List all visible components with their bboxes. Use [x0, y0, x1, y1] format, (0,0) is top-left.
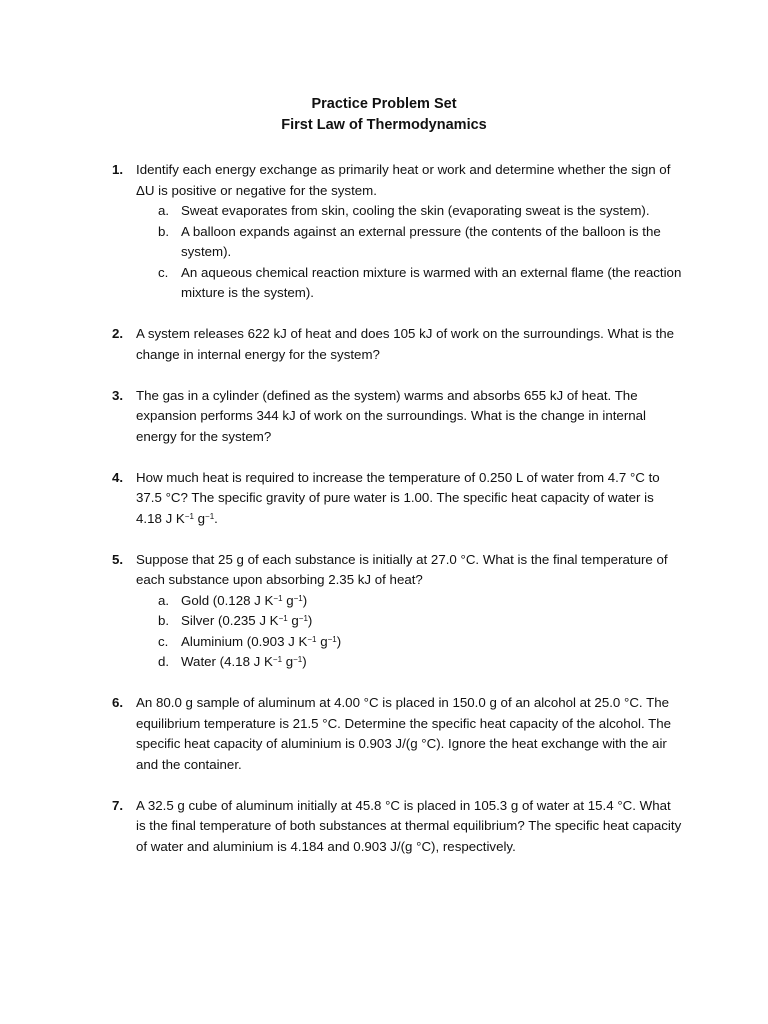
unit-text: g [316, 633, 328, 649]
subitem-d [136, 652, 682, 673]
problem-7 [112, 796, 682, 858]
subitem-letter: c. [158, 633, 169, 649]
unit-exponent: −1 [327, 634, 337, 644]
problem-number: 2. [112, 326, 124, 341]
subitem-letter: b. [158, 223, 170, 239]
problem-text: A system releases 622 kJ of heat and does 105 kJ of work on the surroundings. What is the change in internal energy for the system? [136, 326, 675, 362]
subitem-text [181, 634, 341, 649]
unit-exponent: −1 [273, 593, 283, 603]
problem-4 [112, 468, 682, 530]
problem-number: 1. [112, 162, 124, 177]
problem-text: A 32.5 g cube of aluminum initially at 45.8 °C is placed in 105.3 g of water at 15.4 °C. What is the final temperature of both substances at thermal equilibrium? The specific heat capacity of water and aluminium is 4.184 and 0.903 J/(g °C), respectively. [136, 797, 682, 854]
problem-3 [112, 386, 682, 448]
subitem-letter: a. [158, 592, 170, 608]
subitem-letter: b. [158, 613, 170, 628]
unit-exponent: −1 [307, 634, 317, 644]
subitem-text: An aqueous chemical reaction mixture is warmed with an external flame (the reaction mixture is the system). [181, 264, 682, 300]
unit-exponent: −1 [278, 614, 288, 623]
subitem-text-main: Gold (0.128 J K [181, 592, 274, 608]
unit-text: g [282, 654, 294, 669]
unit-exponent: −1 [298, 614, 308, 623]
subitem-text: Sweat evaporates from skin, cooling the skin (evaporating sweat is the system). [181, 203, 650, 218]
document-subtitle: First Law of Thermodynamics [281, 117, 487, 133]
problem-number: 7. [112, 797, 124, 813]
subitem-list [136, 591, 682, 673]
subitem-a [136, 591, 682, 612]
subitem-text: A balloon expands against an external pressure (the contents of the balloon is the system). [181, 223, 661, 259]
problem-number: 3. [112, 387, 124, 403]
problem-5 [112, 550, 682, 673]
unit-text: . [214, 510, 218, 526]
subitem-a [136, 201, 682, 222]
unit-text: ) [307, 613, 313, 628]
subitem-b [136, 222, 682, 263]
problem-2 [112, 324, 682, 365]
subitem-c [136, 632, 682, 653]
unit-text: ) [336, 633, 342, 649]
problem-1 [112, 160, 682, 304]
unit-exponent: −1 [272, 655, 283, 664]
unit-exponent: −1 [184, 511, 194, 521]
subitem-text [181, 593, 307, 608]
problem-number: 6. [112, 695, 124, 710]
subitem-text [181, 613, 312, 628]
unit-exponent: −1 [293, 655, 303, 664]
problem-number: 5. [112, 551, 124, 567]
unit-text: g [193, 510, 206, 526]
problem-text: An 80.0 g sample of aluminum at 4.00 °C is placed in 150.0 g of an alcohol at 25.0 °C. The equilibrium temperature is 21.5 °C. Determine the specific heat capacity of the alcohol. The specific heat capacity of aluminium is 0.903 J/(g °C). Ignore the heat exchange with the air and the container. [136, 695, 672, 772]
subitem-text [181, 654, 307, 669]
problem-text-main: How much heat is required to increase the temperature of 0.250 L of water from 4.7 °C to 37.5 °C? The specific gravity of pure water is 1.00. The specific heat capacity of water is 4.18 J K [136, 469, 660, 526]
problem-number: 4. [112, 469, 124, 485]
problem-list [112, 160, 682, 878]
subitem-text-main: Silver (0.235 J K [181, 613, 279, 628]
problem-text [136, 468, 682, 530]
problem-text: Identify each energy exchange as primarily heat or work and determine whether the sign of ΔU is positive or negative for the system. [136, 162, 671, 198]
subitem-letter: c. [158, 264, 169, 280]
unit-exponent: −1 [205, 511, 215, 521]
unit-text: g [282, 592, 294, 608]
title-block [0, 94, 768, 136]
subitem-b [136, 611, 682, 632]
subitem-c [136, 263, 682, 304]
subitem-list [136, 201, 682, 304]
problem-text: The gas in a cylinder (defined as the system) warms and absorbs 655 kJ of heat. The expansion performs 344 kJ of work on the surroundings. What is the change in internal energy for the system? [136, 387, 646, 444]
subitem-letter: d. [158, 654, 170, 669]
subitem-text-main: Water (4.18 J K [181, 654, 273, 669]
unit-text: ) [302, 592, 308, 608]
document-title: Practice Problem Set [311, 96, 457, 112]
unit-text: ) [302, 654, 307, 669]
problem-6 [112, 693, 682, 775]
subitem-letter: a. [158, 203, 170, 218]
unit-exponent: −1 [293, 593, 303, 603]
subitem-text-main: Aluminium (0.903 J K [181, 633, 308, 649]
problem-text: Suppose that 25 g of each substance is initially at 27.0 °C. What is the final temperature of each substance upon absorbing 2.35 kJ of heat? [136, 551, 668, 587]
unit-text: g [287, 613, 299, 628]
